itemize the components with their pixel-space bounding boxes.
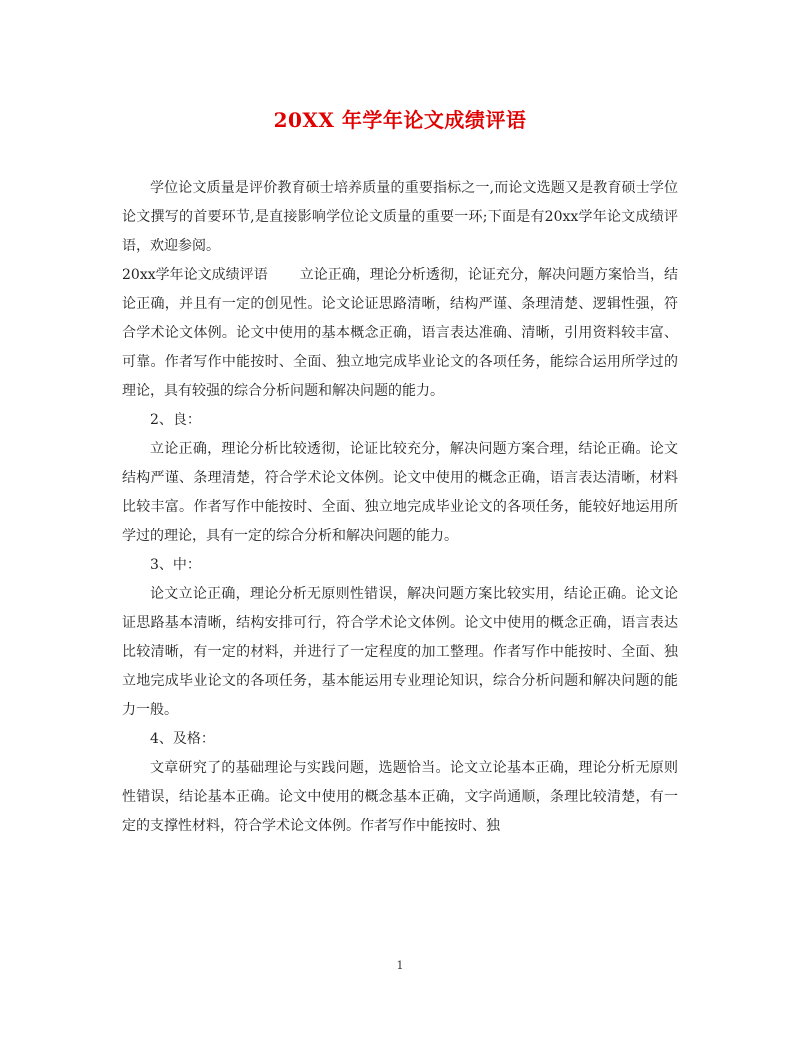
section-body-good: 立论正确，理论分析比较透彻，论证比较充分，解决问题方案合理，结论正确。论文结构严谨、条理清楚，符合学术论文体例。论文中使用的概念正确，语言表达清晰，材料比较丰富。作者写作中能按时、全面、独立地完成毕业论文的各项任务，能较好地运用所学过的理论，具有一定的综合分析和解决问题的能力。 [122,441,678,544]
lead-text: 立论正确，理论分析透彻，论证充分，解决问题方案恰当，结论正确，并且有一定的创见性。论文论证思路清晰，结构严谨、条理清楚、逻辑性强，符合学术论文体例。论文中使用的基本概念正确，语言表达准确、清晰，引用资料较丰富、可靠。作者写作中能按时、全面、独立地完成毕业论文的各项任务，能综合运用所学过的理论，具有较强的综合分析问题和解决问题的能力。 [122,267,679,399]
section-body-pass: 文章研究了的基础理论与实践问题，选题恰当。论文立论基本正确，理论分析无原则性错误，结论基本正确。论文中使用的概念基本正确，文字尚通顺，条理比较清楚，有一定的支撑性材料，符合学术论文体例。作者写作中能按时、独 [122,760,678,834]
intro-paragraph: 学位论文质量是评价教育硕士培养质量的重要指标之一,而论文选题又是教育硕士学位论文撰写的首要环节,是直接影响学位论文质量的重要一环;下面是有20xx学年论文成绩评语，欢迎参阅。 [122,180,678,254]
section-body-medium: 论文立论正确，理论分析无原则性错误，解决问题方案比较实用，结论正确。论文论证思路基本清晰，结构安排可行，符合学术论文体例。论文中使用的概念正确，语言表达比较清晰，有一定的材料，并进行了一定程度的加工整理。作者写作中能按时、全面、独立地完成毕业论文的各项任务，基本能运用专业理论知识，综合分析问题和解决问题的能力一般。 [122,586,678,718]
section-heading-good: 2、良： [150,412,201,428]
page-number: 1 [396,959,404,972]
section-heading-pass: 4、及格： [150,731,215,747]
document-title: 20XX 年学年论文成绩评语 [273,108,527,132]
section-heading-medium: 3、中： [150,557,201,573]
document-body [122,174,678,841]
lead-paragraph [122,261,678,406]
lead-label: 20xx学年论文成绩评语 [122,267,268,283]
